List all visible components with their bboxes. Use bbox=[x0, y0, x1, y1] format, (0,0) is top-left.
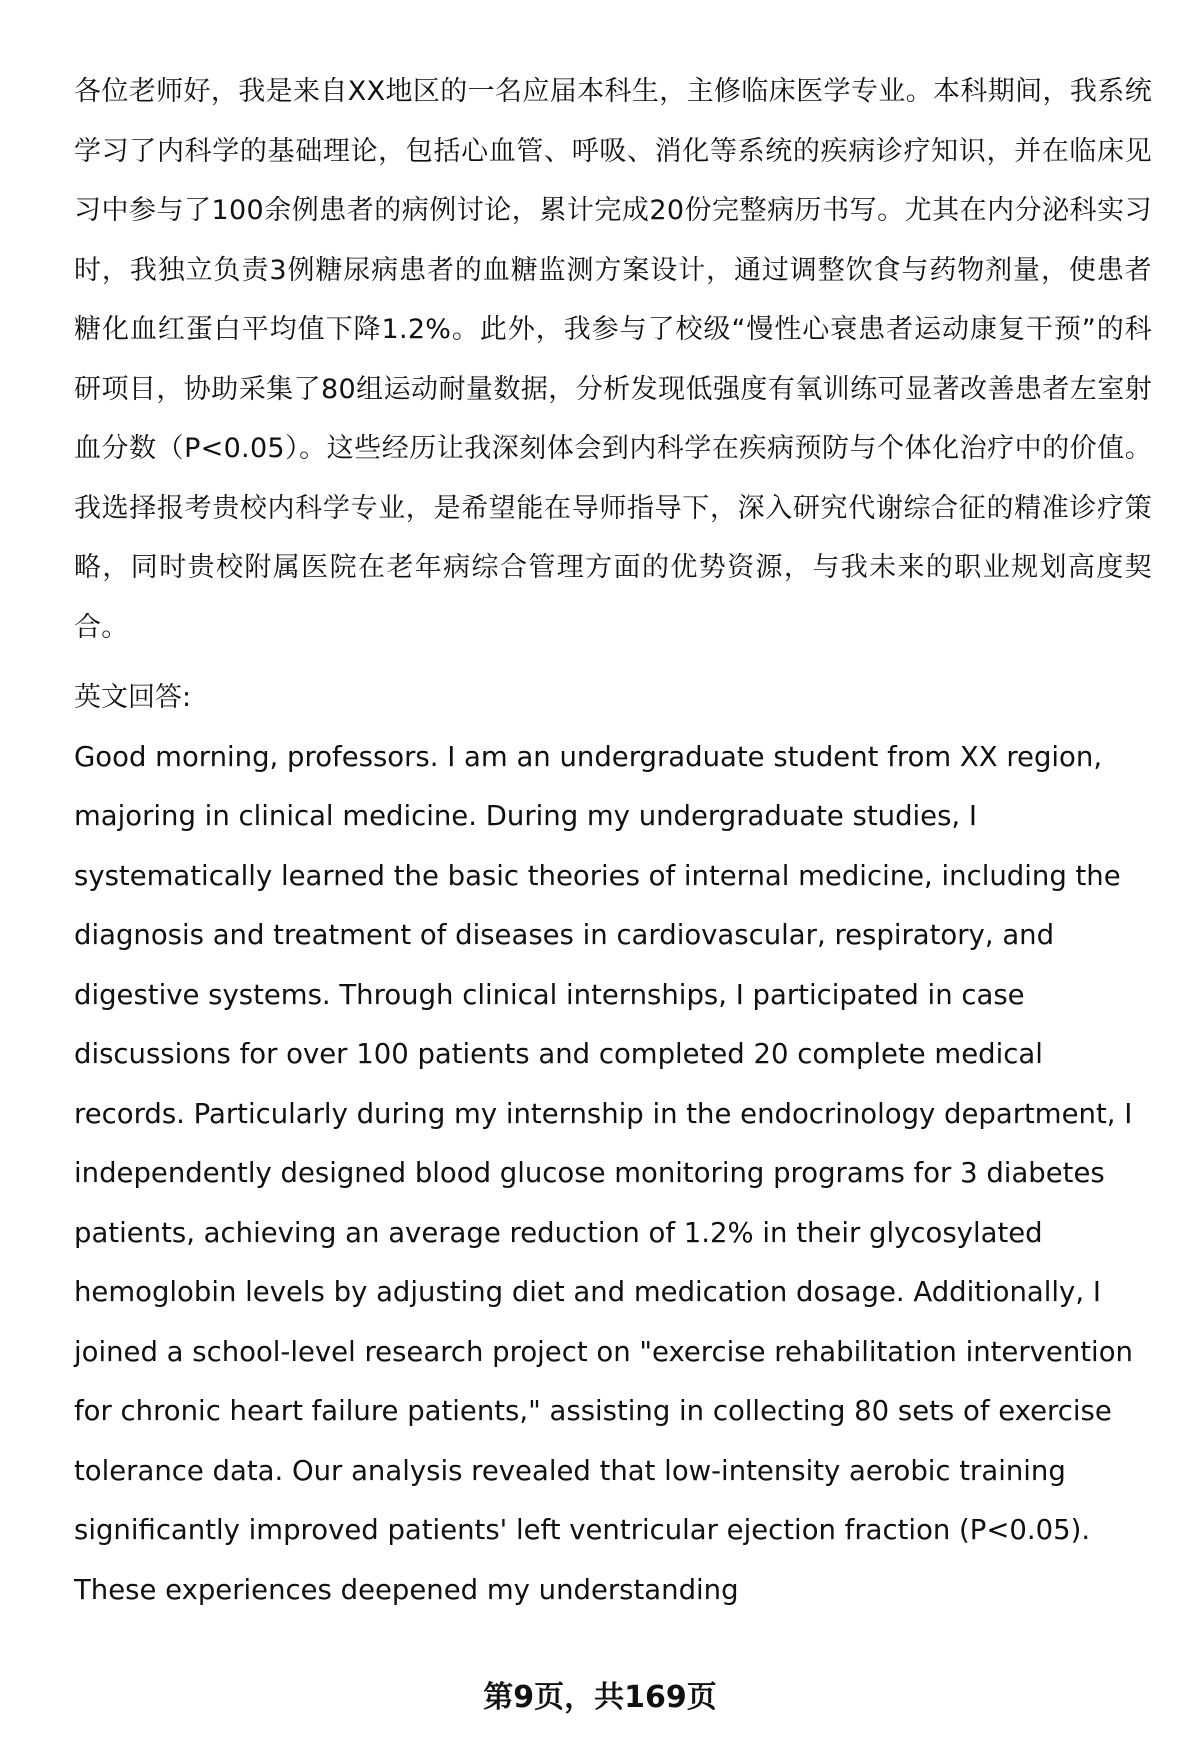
chinese-answer-paragraph: 各位老师好，我是来自XX地区的一名应届本科生，主修临床医学专业。本科期间，我系统学习了内科学的基础理论，包括心血管、呼吸、消化等系统的疾病诊疗知识，并在临床见习中参与了100余例患者的病例讨论，累计完成20份完整病历书写。尤其在内分泌科实习时，我独立负责3例糖尿病患者的血糖监测方案设计，通过调整饮食与药物剂量，使患者糖化血红蛋白平均值下降1.2%。此外，我参与了校级“慢性心衰患者运动康复干预”的科研项目，协助采集了80组运动耐量数据，分析发现低强度有氧训练可显著改善患者左室射血分数（P<0.05）。这些经历让我深刻体会到内科学在疾病预防与个体化治疗中的价值。我选择报考贵校内科学专业，是希望能在导师指导下，深入研究代谢综合征的精准诊疗策略，同时贵校附属医院在老年病综合管理方面的优势资源，与我未来的职业规划高度契合。 bbox=[74, 76, 1152, 643]
english-answer-paragraph: Good morning, professors. I am an undergraduate student from XX region, majoring in clinical medicine. During my undergraduate studies, I systematically learned the basic theories of internal medicine, including the diagnosis and treatment of diseases in cardiovascular, respiratory, and digestive systems. Through clinical internships, I participated in case discussions for over 100 patients and completed 20 complete medical records. Particularly during my internship in the endocrinology department, I independently designed blood glucose monitoring programs for 3 diabetes patients, achieving an average reduction of 1.2% in their glycosylated hemoglobin levels by adjusting diet and medication dosage. Additionally, I joined a school-level research project on "exercise rehabilitation intervention for chronic heart failure patients," assisting in collecting 80 sets of exercise tolerance data. Our analysis revealed that low-intensity aerobic training significantly improved patients' left ventricular ejection fraction (P<0.05). These experiences deepened my understanding bbox=[74, 740, 1133, 1606]
page-content bbox=[74, 62, 1152, 1620]
page-number-footer: 第9页，共169页 bbox=[483, 1680, 717, 1715]
english-answer-label: 英文回答: bbox=[74, 682, 192, 713]
